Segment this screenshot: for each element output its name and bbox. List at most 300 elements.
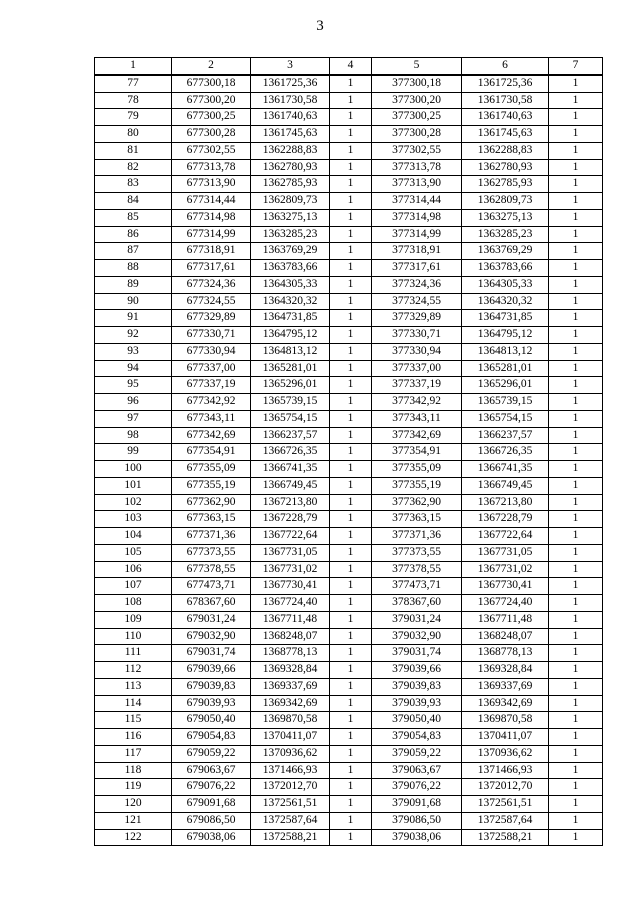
table-cell: 1 bbox=[549, 75, 603, 92]
table-row bbox=[95, 678, 603, 695]
table-row bbox=[95, 762, 603, 779]
table-cell: 1367730,41 bbox=[462, 578, 549, 595]
table-cell: 679091,68 bbox=[172, 796, 251, 813]
table-cell: 1 bbox=[549, 159, 603, 176]
table-cell: 1 bbox=[330, 628, 372, 645]
table-cell: 377324,36 bbox=[372, 276, 462, 293]
table-cell: 89 bbox=[95, 276, 172, 293]
table-row bbox=[95, 293, 603, 310]
table-cell: 1 bbox=[549, 142, 603, 159]
table-row bbox=[95, 645, 603, 662]
table-cell: 677300,20 bbox=[172, 92, 251, 109]
table-cell: 377355,19 bbox=[372, 477, 462, 494]
table-cell: 1 bbox=[330, 595, 372, 612]
table-cell: 111 bbox=[95, 645, 172, 662]
table-cell: 1 bbox=[549, 544, 603, 561]
table-cell: 678367,60 bbox=[172, 595, 251, 612]
table-cell: 377314,44 bbox=[372, 193, 462, 210]
table-row bbox=[95, 812, 603, 829]
table-cell: 1361745,63 bbox=[251, 126, 330, 143]
table-cell: 1370936,62 bbox=[462, 745, 549, 762]
table-cell: 379091,68 bbox=[372, 796, 462, 813]
table-cell: 679032,90 bbox=[172, 628, 251, 645]
table-cell: 1367722,64 bbox=[462, 528, 549, 545]
table-cell: 379039,83 bbox=[372, 678, 462, 695]
table-cell: 679086,50 bbox=[172, 812, 251, 829]
column-header: 2 bbox=[172, 58, 251, 75]
table-cell: 679059,22 bbox=[172, 745, 251, 762]
table-cell: 1 bbox=[549, 812, 603, 829]
table-cell: 1369870,58 bbox=[462, 712, 549, 729]
table-row bbox=[95, 394, 603, 411]
table-cell: 1364305,33 bbox=[462, 276, 549, 293]
table-cell: 1 bbox=[549, 193, 603, 210]
table-cell: 679063,67 bbox=[172, 762, 251, 779]
table-cell: 99 bbox=[95, 444, 172, 461]
table-cell: 1362809,73 bbox=[251, 193, 330, 210]
table-cell: 1 bbox=[330, 159, 372, 176]
table-cell: 377337,00 bbox=[372, 360, 462, 377]
table-cell: 1 bbox=[330, 796, 372, 813]
table-row bbox=[95, 528, 603, 545]
table-cell: 377362,90 bbox=[372, 494, 462, 511]
table-cell: 1 bbox=[549, 678, 603, 695]
table-cell: 1367731,05 bbox=[462, 544, 549, 561]
table-cell: 377343,11 bbox=[372, 410, 462, 427]
table-cell: 1 bbox=[330, 695, 372, 712]
table-cell: 83 bbox=[95, 176, 172, 193]
table-cell: 1 bbox=[330, 310, 372, 327]
table-cell: 1 bbox=[330, 75, 372, 92]
column-header: 4 bbox=[330, 58, 372, 75]
table-cell: 1368778,13 bbox=[251, 645, 330, 662]
table-cell: 110 bbox=[95, 628, 172, 645]
table-cell: 1 bbox=[330, 126, 372, 143]
table-cell: 79 bbox=[95, 109, 172, 126]
table-cell: 100 bbox=[95, 461, 172, 478]
table-cell: 1 bbox=[330, 561, 372, 578]
table-cell: 87 bbox=[95, 243, 172, 260]
table-cell: 1367228,79 bbox=[462, 511, 549, 528]
table-cell: 1367724,40 bbox=[462, 595, 549, 612]
table-cell: 1 bbox=[549, 477, 603, 494]
table-cell: 677314,44 bbox=[172, 193, 251, 210]
table-cell: 84 bbox=[95, 193, 172, 210]
table-cell: 115 bbox=[95, 712, 172, 729]
table-cell: 1 bbox=[330, 829, 372, 846]
table-row bbox=[95, 427, 603, 444]
table-cell: 1 bbox=[330, 461, 372, 478]
column-header: 5 bbox=[372, 58, 462, 75]
table-cell: 677371,36 bbox=[172, 528, 251, 545]
table-cell: 1364813,12 bbox=[251, 343, 330, 360]
table-cell: 1 bbox=[549, 176, 603, 193]
table-cell: 677378,55 bbox=[172, 561, 251, 578]
page-number: 3 bbox=[316, 18, 324, 34]
table-cell: 1372012,70 bbox=[251, 779, 330, 796]
table-cell: 679076,22 bbox=[172, 779, 251, 796]
table-cell: 1368778,13 bbox=[462, 645, 549, 662]
table-cell: 1 bbox=[549, 427, 603, 444]
table-row bbox=[95, 561, 603, 578]
table-cell: 1 bbox=[549, 260, 603, 277]
table-cell: 1 bbox=[549, 92, 603, 109]
table-cell: 1361730,58 bbox=[462, 92, 549, 109]
table-row bbox=[95, 544, 603, 561]
table-row bbox=[95, 260, 603, 277]
table-cell: 96 bbox=[95, 394, 172, 411]
table-cell: 1 bbox=[330, 226, 372, 243]
table-cell: 1 bbox=[549, 310, 603, 327]
table-cell: 1363275,13 bbox=[251, 209, 330, 226]
table-cell: 1361745,63 bbox=[462, 126, 549, 143]
table-cell: 1 bbox=[549, 511, 603, 528]
table-cell: 1365281,01 bbox=[251, 360, 330, 377]
table-cell: 1368248,07 bbox=[462, 628, 549, 645]
table-row bbox=[95, 477, 603, 494]
table-cell: 1 bbox=[330, 410, 372, 427]
table-cell: 88 bbox=[95, 260, 172, 277]
table-cell: 1 bbox=[330, 729, 372, 746]
table-cell: 1370411,07 bbox=[251, 729, 330, 746]
table-cell: 1363769,29 bbox=[251, 243, 330, 260]
table-cell: 93 bbox=[95, 343, 172, 360]
table-cell: 1 bbox=[330, 142, 372, 159]
table-cell: 1 bbox=[330, 528, 372, 545]
table-cell: 677373,55 bbox=[172, 544, 251, 561]
column-header: 7 bbox=[549, 58, 603, 75]
table-cell: 1 bbox=[549, 628, 603, 645]
table-cell: 377371,36 bbox=[372, 528, 462, 545]
table-cell: 1366749,45 bbox=[462, 477, 549, 494]
table-cell: 1 bbox=[549, 276, 603, 293]
table-cell: 1366741,35 bbox=[462, 461, 549, 478]
table-row bbox=[95, 628, 603, 645]
table-cell: 1 bbox=[330, 92, 372, 109]
table-row bbox=[95, 444, 603, 461]
table-cell: 1365739,15 bbox=[462, 394, 549, 411]
table-cell: 1372561,51 bbox=[251, 796, 330, 813]
table-cell: 1 bbox=[330, 812, 372, 829]
table-cell: 1372587,64 bbox=[251, 812, 330, 829]
table-cell: 1366749,45 bbox=[251, 477, 330, 494]
table-cell: 94 bbox=[95, 360, 172, 377]
table-cell: 1 bbox=[549, 611, 603, 628]
table-cell: 677343,11 bbox=[172, 410, 251, 427]
table-cell: 377337,19 bbox=[372, 377, 462, 394]
table-cell: 1 bbox=[549, 645, 603, 662]
table-cell: 379086,50 bbox=[372, 812, 462, 829]
table-cell: 677355,09 bbox=[172, 461, 251, 478]
table-cell: 1 bbox=[330, 712, 372, 729]
table-cell: 1 bbox=[549, 444, 603, 461]
table-cell: 379063,67 bbox=[372, 762, 462, 779]
table-cell: 1369337,69 bbox=[462, 678, 549, 695]
table-cell: 377300,18 bbox=[372, 75, 462, 92]
table-row bbox=[95, 343, 603, 360]
table-cell: 677330,94 bbox=[172, 343, 251, 360]
table-cell: 97 bbox=[95, 410, 172, 427]
table-cell: 1362288,83 bbox=[462, 142, 549, 159]
table-cell: 379032,90 bbox=[372, 628, 462, 645]
table-cell: 1 bbox=[330, 394, 372, 411]
table-cell: 1 bbox=[549, 595, 603, 612]
table-cell: 1 bbox=[330, 427, 372, 444]
table-cell: 91 bbox=[95, 310, 172, 327]
table-cell: 679038,06 bbox=[172, 829, 251, 846]
table-row bbox=[95, 712, 603, 729]
table-cell: 1366726,35 bbox=[251, 444, 330, 461]
table-cell: 1365754,15 bbox=[462, 410, 549, 427]
table-cell: 1 bbox=[330, 578, 372, 595]
table-cell: 677329,89 bbox=[172, 310, 251, 327]
table-cell: 1362809,73 bbox=[462, 193, 549, 210]
column-header: 6 bbox=[462, 58, 549, 75]
table-cell: 677330,71 bbox=[172, 327, 251, 344]
table-cell: 77 bbox=[95, 75, 172, 92]
table-row bbox=[95, 494, 603, 511]
table-cell: 1371466,93 bbox=[251, 762, 330, 779]
table-cell: 377302,55 bbox=[372, 142, 462, 159]
table-cell: 379039,66 bbox=[372, 662, 462, 679]
table-cell: 1 bbox=[549, 796, 603, 813]
table-cell: 1365754,15 bbox=[251, 410, 330, 427]
table-row bbox=[95, 159, 603, 176]
table-cell: 1 bbox=[330, 377, 372, 394]
table-cell: 1367228,79 bbox=[251, 511, 330, 528]
table-cell: 1364795,12 bbox=[462, 327, 549, 344]
table-cell: 378367,60 bbox=[372, 595, 462, 612]
table-cell: 1 bbox=[330, 260, 372, 277]
table-cell: 1372588,21 bbox=[462, 829, 549, 846]
table-cell: 679050,40 bbox=[172, 712, 251, 729]
table-cell: 379059,22 bbox=[372, 745, 462, 762]
table-cell: 1 bbox=[330, 243, 372, 260]
table-row bbox=[95, 377, 603, 394]
table-cell: 120 bbox=[95, 796, 172, 813]
table-cell: 1367731,05 bbox=[251, 544, 330, 561]
table-cell: 1367711,48 bbox=[251, 611, 330, 628]
table-cell: 1367711,48 bbox=[462, 611, 549, 628]
table-cell: 377330,71 bbox=[372, 327, 462, 344]
table-cell: 1370936,62 bbox=[251, 745, 330, 762]
table-cell: 1369342,69 bbox=[251, 695, 330, 712]
table-cell: 379039,93 bbox=[372, 695, 462, 712]
table-cell: 1369870,58 bbox=[251, 712, 330, 729]
table-cell: 677314,99 bbox=[172, 226, 251, 243]
table-cell: 1363783,66 bbox=[462, 260, 549, 277]
table-cell: 1 bbox=[549, 695, 603, 712]
table-cell: 108 bbox=[95, 595, 172, 612]
table-cell: 92 bbox=[95, 327, 172, 344]
table-cell: 86 bbox=[95, 226, 172, 243]
table-cell: 679039,93 bbox=[172, 695, 251, 712]
table-cell: 1363285,23 bbox=[251, 226, 330, 243]
table-cell: 677362,90 bbox=[172, 494, 251, 511]
table-cell: 1 bbox=[549, 494, 603, 511]
table-cell: 114 bbox=[95, 695, 172, 712]
table-cell: 95 bbox=[95, 377, 172, 394]
table-cell: 1364320,32 bbox=[462, 293, 549, 310]
table-cell: 377342,69 bbox=[372, 427, 462, 444]
table-row bbox=[95, 779, 603, 796]
table-cell: 109 bbox=[95, 611, 172, 628]
table-cell: 1372561,51 bbox=[462, 796, 549, 813]
table-cell: 1 bbox=[330, 293, 372, 310]
table-cell: 1364320,32 bbox=[251, 293, 330, 310]
table-cell: 677314,98 bbox=[172, 209, 251, 226]
table-cell: 679054,83 bbox=[172, 729, 251, 746]
table-cell: 677313,90 bbox=[172, 176, 251, 193]
table-cell: 377300,25 bbox=[372, 109, 462, 126]
table-row bbox=[95, 662, 603, 679]
table-cell: 1366726,35 bbox=[462, 444, 549, 461]
table-row bbox=[95, 511, 603, 528]
table-cell: 377355,09 bbox=[372, 461, 462, 478]
table-cell: 377329,89 bbox=[372, 310, 462, 327]
table-cell: 107 bbox=[95, 578, 172, 595]
table-cell: 1 bbox=[330, 611, 372, 628]
table-cell: 1 bbox=[549, 829, 603, 846]
table-cell: 1 bbox=[549, 561, 603, 578]
table-cell: 1 bbox=[549, 528, 603, 545]
table-cell: 1 bbox=[549, 662, 603, 679]
table-cell: 377318,91 bbox=[372, 243, 462, 260]
table-cell: 377363,15 bbox=[372, 511, 462, 528]
table-cell: 377354,91 bbox=[372, 444, 462, 461]
table-cell: 1371466,93 bbox=[462, 762, 549, 779]
table-cell: 1 bbox=[330, 678, 372, 695]
table-cell: 677337,19 bbox=[172, 377, 251, 394]
column-header: 3 bbox=[251, 58, 330, 75]
table-cell: 90 bbox=[95, 293, 172, 310]
table-cell: 1369328,84 bbox=[462, 662, 549, 679]
table-cell: 677313,78 bbox=[172, 159, 251, 176]
table-cell: 1 bbox=[549, 209, 603, 226]
table-cell: 1 bbox=[549, 126, 603, 143]
table-row bbox=[95, 611, 603, 628]
table-row bbox=[95, 276, 603, 293]
table-cell: 1361740,63 bbox=[462, 109, 549, 126]
table-cell: 1372587,64 bbox=[462, 812, 549, 829]
table-cell: 1367722,64 bbox=[251, 528, 330, 545]
table-row bbox=[95, 595, 603, 612]
table-row bbox=[95, 226, 603, 243]
table-cell: 1364813,12 bbox=[462, 343, 549, 360]
table-cell: 1362780,93 bbox=[462, 159, 549, 176]
table-cell: 113 bbox=[95, 678, 172, 695]
table-cell: 1362785,93 bbox=[462, 176, 549, 193]
table-cell: 1 bbox=[330, 343, 372, 360]
table-cell: 1365281,01 bbox=[462, 360, 549, 377]
table-cell: 117 bbox=[95, 745, 172, 762]
table-cell: 121 bbox=[95, 812, 172, 829]
table-cell: 1364305,33 bbox=[251, 276, 330, 293]
table-cell: 1 bbox=[330, 360, 372, 377]
table-row bbox=[95, 829, 603, 846]
table-cell: 1 bbox=[330, 544, 372, 561]
column-header: 1 bbox=[95, 58, 172, 75]
table-cell: 1 bbox=[549, 343, 603, 360]
table-row bbox=[95, 176, 603, 193]
table-cell: 1 bbox=[330, 494, 372, 511]
table-cell: 81 bbox=[95, 142, 172, 159]
table-cell: 377314,99 bbox=[372, 226, 462, 243]
table-cell: 101 bbox=[95, 477, 172, 494]
table-cell: 1369342,69 bbox=[462, 695, 549, 712]
table-cell: 677473,71 bbox=[172, 578, 251, 595]
table-cell: 1368248,07 bbox=[251, 628, 330, 645]
table-cell: 679031,24 bbox=[172, 611, 251, 628]
table-cell: 1363783,66 bbox=[251, 260, 330, 277]
table-cell: 1 bbox=[330, 444, 372, 461]
table-row bbox=[95, 410, 603, 427]
table-row bbox=[95, 75, 603, 92]
table-cell: 1366237,57 bbox=[251, 427, 330, 444]
table-cell: 116 bbox=[95, 729, 172, 746]
table-cell: 379076,22 bbox=[372, 779, 462, 796]
table-cell: 677300,28 bbox=[172, 126, 251, 143]
table-cell: 677342,69 bbox=[172, 427, 251, 444]
table-row bbox=[95, 193, 603, 210]
table-cell: 103 bbox=[95, 511, 172, 528]
table-cell: 1 bbox=[549, 745, 603, 762]
table-cell: 82 bbox=[95, 159, 172, 176]
table-cell: 377313,78 bbox=[372, 159, 462, 176]
table-cell: 677337,00 bbox=[172, 360, 251, 377]
table-cell: 377300,28 bbox=[372, 126, 462, 143]
table-cell: 105 bbox=[95, 544, 172, 561]
table-cell: 677355,19 bbox=[172, 477, 251, 494]
table-cell: 1366741,35 bbox=[251, 461, 330, 478]
table-cell: 377378,55 bbox=[372, 561, 462, 578]
table-cell: 379054,83 bbox=[372, 729, 462, 746]
table-row bbox=[95, 578, 603, 595]
table-body bbox=[95, 75, 603, 846]
table-cell: 377317,61 bbox=[372, 260, 462, 277]
table-cell: 102 bbox=[95, 494, 172, 511]
table-cell: 1364731,85 bbox=[462, 310, 549, 327]
table-cell: 377330,94 bbox=[372, 343, 462, 360]
table-cell: 379031,24 bbox=[372, 611, 462, 628]
table-cell: 1372588,21 bbox=[251, 829, 330, 846]
table-row bbox=[95, 243, 603, 260]
table-cell: 677342,92 bbox=[172, 394, 251, 411]
table-cell: 1363275,13 bbox=[462, 209, 549, 226]
table-cell: 1 bbox=[549, 360, 603, 377]
table-cell: 1 bbox=[549, 293, 603, 310]
table-cell: 1367731,02 bbox=[251, 561, 330, 578]
table-cell: 1370411,07 bbox=[462, 729, 549, 746]
table-cell: 1361725,36 bbox=[462, 75, 549, 92]
table-cell: 377313,90 bbox=[372, 176, 462, 193]
table-cell: 1 bbox=[330, 193, 372, 210]
table-cell: 679031,74 bbox=[172, 645, 251, 662]
table-cell: 1367724,40 bbox=[251, 595, 330, 612]
table-row bbox=[95, 461, 603, 478]
table-cell: 1 bbox=[549, 327, 603, 344]
table-cell: 1363769,29 bbox=[462, 243, 549, 260]
table-cell: 1 bbox=[330, 745, 372, 762]
table-cell: 1369328,84 bbox=[251, 662, 330, 679]
table-cell: 1365296,01 bbox=[462, 377, 549, 394]
table-cell: 1 bbox=[330, 327, 372, 344]
table-cell: 677300,18 bbox=[172, 75, 251, 92]
table-row bbox=[95, 109, 603, 126]
table-cell: 119 bbox=[95, 779, 172, 796]
table-row bbox=[95, 695, 603, 712]
table-cell: 377373,55 bbox=[372, 544, 462, 561]
